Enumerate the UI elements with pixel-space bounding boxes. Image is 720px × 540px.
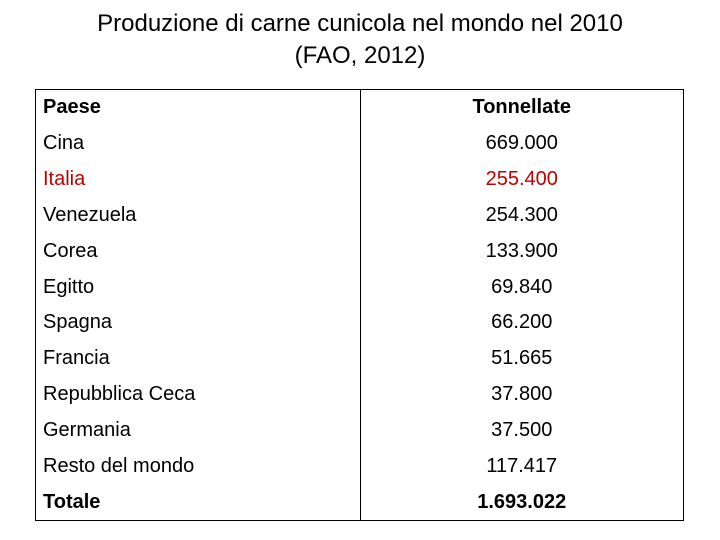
title-line-2: (FAO, 2012) [294, 42, 426, 69]
tonnes-value: 254.300 [485, 203, 558, 226]
country-cell: Francia [43, 347, 110, 370]
table-header-row [36, 90, 683, 126]
table-total-row [36, 484, 683, 520]
table-row [36, 377, 683, 413]
tonnes-value: 37.500 [491, 418, 553, 441]
tonnes-value: 117.417 [486, 454, 558, 477]
tonnes-cell [360, 341, 683, 377]
tonnes-cell [360, 126, 683, 162]
country-cell: Cina [43, 132, 85, 155]
tonnes-cell [360, 448, 683, 484]
table-row [36, 197, 683, 233]
tonnes-cell [360, 305, 683, 341]
tonnes-value: 255.400 [485, 168, 558, 191]
tonnes-value: 51.665 [491, 347, 553, 370]
table-row [36, 126, 683, 162]
title-line-1: Produzione di carne cunicola nel mondo nel 2010 [97, 10, 623, 37]
country-cell: Egitto [43, 275, 95, 298]
table-row [36, 233, 683, 269]
country-cell: Germania [43, 418, 131, 441]
table-row [36, 305, 683, 341]
tonnes-value: 37.800 [491, 383, 553, 406]
header-tonnes [360, 90, 683, 126]
tonnes-value: 66.200 [491, 311, 553, 334]
country-cell: Repubblica Ceca [43, 383, 196, 406]
tonnes-cell [360, 162, 683, 198]
table-row-highlighted [36, 162, 683, 198]
country-cell: Resto del mondo [43, 454, 195, 477]
country-cell: Spagna [43, 311, 112, 334]
total-value: 1.693.022 [477, 490, 567, 513]
country-cell: Corea [43, 239, 98, 262]
production-table [35, 89, 684, 521]
table-row [36, 412, 683, 448]
table-row [36, 448, 683, 484]
total-label: Totale [43, 490, 101, 513]
tonnes-value: 133.900 [485, 239, 558, 262]
tonnes-cell [360, 197, 683, 233]
tonnes-cell [360, 233, 683, 269]
tonnes-cell [360, 412, 683, 448]
country-cell: Italia [43, 168, 86, 191]
tonnes-cell [360, 377, 683, 413]
header-tonnes-label: Tonnellate [472, 96, 572, 119]
tonnes-value: 69.840 [491, 275, 553, 298]
table-row [36, 341, 683, 377]
header-country: Paese [43, 96, 101, 119]
total-cell [360, 484, 683, 520]
page-title [0, 8, 720, 72]
tonnes-value: 669.000 [485, 132, 558, 155]
country-cell: Venezuela [43, 203, 137, 226]
table-row [36, 269, 683, 305]
tonnes-cell [360, 269, 683, 305]
